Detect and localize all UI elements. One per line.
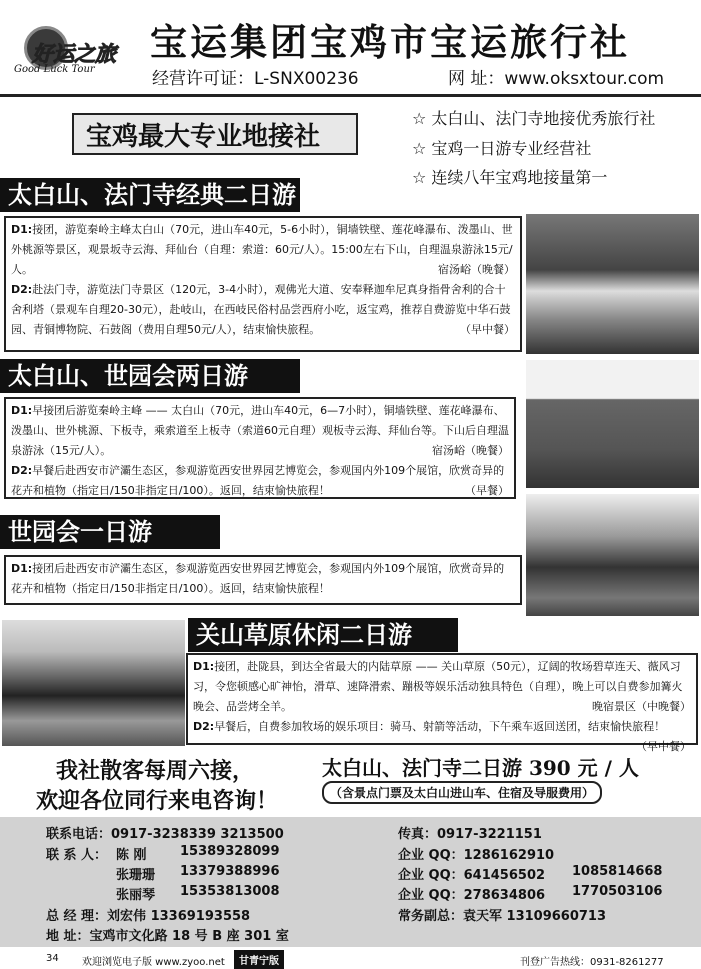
address-line: 地 址：宝鸡市文化路 18 号 B 座 301 室 bbox=[46, 929, 289, 944]
contact-name: 张珊珊 bbox=[116, 868, 156, 883]
route-itinerary bbox=[4, 397, 516, 499]
contact-name: 张丽琴 bbox=[116, 888, 156, 903]
page-number: 34 bbox=[46, 953, 59, 964]
qq-line: 企业 QQ：278634806 bbox=[398, 888, 546, 903]
route-itinerary bbox=[4, 216, 522, 352]
meal-note: 晚宿景区（中晚餐） bbox=[592, 700, 691, 713]
slogan-text: 宝鸡最大专业地接社 bbox=[86, 122, 321, 152]
page-footer bbox=[0, 947, 701, 969]
logo-subtitle: Good Luck Tour bbox=[14, 64, 95, 75]
meal-note: 宿汤峪（晚餐） bbox=[438, 263, 515, 276]
horses-grassland-photo bbox=[2, 620, 185, 746]
meal-note: （早中餐） bbox=[636, 740, 691, 753]
contact-label: 联 系 人： bbox=[46, 848, 108, 863]
qq-tel: 1770503106 bbox=[572, 884, 663, 899]
highlight-item: ☆ 太白山、法门寺地接优秀旅行社 bbox=[412, 109, 656, 128]
contact-tel: 13379388996 bbox=[180, 864, 280, 879]
route-itinerary bbox=[186, 653, 698, 753]
itinerary-day: D1:早接团后游览秦岭主峰 —— 太白山（70元，进山车40元，6—7小时），铜墙铁壁、莲花峰瀑布、泼墨山、世外桃源、下板寺，乘索道至上板寺（索道60元自理）观板寺云海、拜仙台等。下山后自理温泉游泳（15元/人）。 宿汤峪（晚餐） bbox=[11, 401, 509, 461]
meal-note: （早餐） bbox=[465, 484, 509, 497]
itinerary-day: D1:接团，游览秦岭主峰太白山（70元，进山车40元，5-6小时），铜墙铁壁、莲花峰瀑布、泼墨山、世外桃源等景区，观景坂寺云海、拜仙台（自理：索道：60元/人）。15:00左右下山，自理温泉游泳15元/人。 宿汤峪（晚餐） bbox=[11, 220, 515, 280]
vice-manager-line: 常务副总：袁天军 13109660713 bbox=[398, 909, 607, 924]
pagoda-photo bbox=[526, 360, 699, 488]
contact-name: 陈 刚 bbox=[116, 848, 147, 863]
route-title: 世园会一日游 bbox=[0, 515, 220, 549]
promo-line: 欢迎各位同行来电咨询！ bbox=[36, 788, 279, 814]
ad-hotline: 刊登广告热线：0931-8261277 bbox=[520, 957, 664, 968]
website-link[interactable]: 网 址：www.oksxtour.com bbox=[448, 69, 665, 89]
logo-text: 好运之旅 bbox=[32, 41, 116, 66]
edition-badge: 甘青宁版 bbox=[234, 950, 284, 969]
itinerary-day: D1:接团后赴西安市浐灞生态区，参观游览西安世界园艺博览会，参观国内外109个展馆，欣赏奇异的花卉和植物（指定日/150非指定日/100）。返回，结束愉快旅程！ bbox=[11, 562, 505, 595]
waterfall-photo bbox=[526, 214, 699, 354]
meal-note: （早中餐） bbox=[460, 323, 515, 336]
price-headline: 太白山、法门寺二日游 390 元 / 人 bbox=[322, 756, 639, 780]
itinerary-day: D2:早餐后，自费参加牧场的娱乐项目：骑马、射箭等活动，下午乘车返回送团，结束愉快旅程！ （早中餐） bbox=[193, 717, 691, 737]
manager-line: 总 经 理：刘宏伟 13369193558 bbox=[46, 909, 251, 924]
contact-tel: 15353813008 bbox=[180, 884, 280, 899]
phone-line: 联系电话：0917-3238339 3213500 bbox=[46, 827, 284, 842]
highlight-item: ☆ 连续八年宝鸡地接量第一 bbox=[412, 168, 608, 187]
company-name: 宝运集团宝鸡市宝运旅行社 bbox=[150, 20, 630, 64]
fax-line: 传真：0917-3221151 bbox=[398, 827, 542, 842]
route-title: 太白山、法门寺经典二日游 bbox=[0, 178, 300, 212]
route-title: 关山草原休闲二日游 bbox=[188, 618, 458, 652]
itinerary-day: D1:接团，赴陇县，到达全省最大的内陆草原 —— 关山草原（50元），辽阔的牧场碧草连天、薇风习习，令您顿感心旷神怡，滑草、速降滑索、蹦极等娱乐活动独具特色（自理），晚上可以自费参加篝火晚会、品尝烤全羊。 晚宿景区（中晚餐） bbox=[193, 657, 691, 717]
qq-line: 企业 QQ：641456502 bbox=[398, 868, 546, 883]
footer-link[interactable]: 欢迎浏览电子版 www.zyoo.net bbox=[82, 957, 225, 968]
contact-tel: 15389328099 bbox=[180, 844, 280, 859]
price-note: （含景点门票及太白山进山车、住宿及导服费用） bbox=[322, 781, 602, 804]
header-divider bbox=[0, 94, 701, 97]
qq-tel: 1085814668 bbox=[572, 864, 663, 879]
route-title: 太白山、世园会两日游 bbox=[0, 359, 300, 393]
license-number: 经营许可证：L-SNX00236 bbox=[152, 69, 359, 89]
route-itinerary bbox=[4, 555, 522, 605]
expo-sculpture-photo bbox=[526, 494, 699, 616]
qq-line: 企业 QQ：1286162910 bbox=[398, 848, 555, 863]
highlight-item: ☆ 宝鸡一日游专业经营社 bbox=[412, 139, 592, 158]
itinerary-day: D2:赴法门寺，游览法门寺景区（120元，3-4小时），观佛光大道、安奉释迦牟尼真身指骨舍利的合十舍利塔（景观车自理20-30元），赴岐山，在西岐民俗村品尝西府小吃，返宝鸡，推荐自费游览中华石鼓园、青铜博物院、石鼓阁（费用自理50元/人），结束愉快旅程。 （早中餐） bbox=[11, 280, 515, 340]
meal-note: 宿汤峪（晚餐） bbox=[432, 444, 509, 457]
itinerary-day: D2:早餐后赴西安市浐灞生态区，参观游览西安世界园艺博览会，参观国内外109个展馆，欣赏奇异的花卉和植物（指定日/150非指定日/100）。返回，结束愉快旅程！ （早餐） bbox=[11, 461, 509, 501]
promo-line: 我社散客每周六接， bbox=[56, 758, 255, 784]
